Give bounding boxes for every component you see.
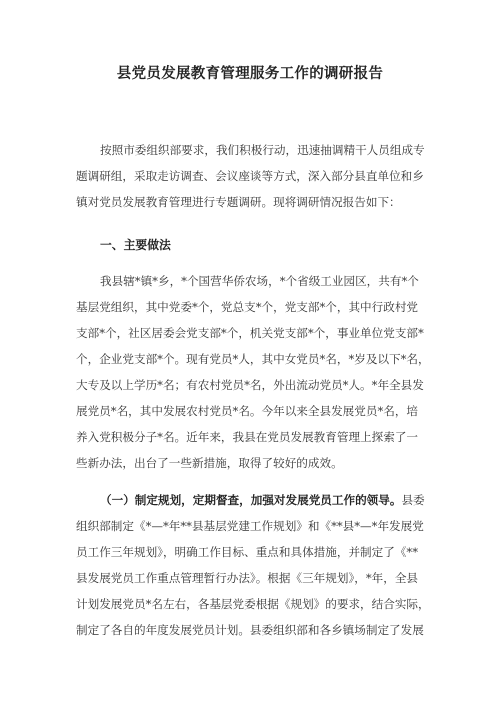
subsection1-lead-tail: 县委 <box>401 493 425 507</box>
section1-line: 支部*个，社区居委会党支部*个，机关党支部*个，事业单位党支部* <box>76 326 424 340</box>
section1-line: 养入党积极分子*名。近年来，我县在党员发展教育管理上探索了一 <box>76 430 419 444</box>
section1-line: 个，企业党支部*个。现有党员*人，其中女党员*名，*岁及以下*名， <box>76 352 430 366</box>
subsection1-line: 组织部制定《*—*年**县基层党建工作规划》和《**县*—*年发展党 <box>76 519 424 533</box>
subsection1-line: 制定了各自的年度发展党员计划。县委组织部和各乡镇场制定了发展 <box>76 623 424 637</box>
subsection1-line: 员工作三年规划》，明确工作目标、重点和具体措施，并制定了《** <box>76 545 419 559</box>
section1-line: 基层党组织，其中党委*个，党总支*个，党支部*个，其中行政村党 <box>76 300 419 314</box>
subsection1-lead: （一）制定规划，定期督查，加强对发展党员工作的领导。 <box>100 493 402 507</box>
section1-line: 展党员*名，其中发展农村党员*名。今年以来全县发展党员*名，培 <box>76 404 419 418</box>
document-title: 县党员发展教育管理服务工作的调研报告 <box>116 66 384 82</box>
subsection1-first-line <box>76 487 436 513</box>
intro-line: 题调研组，采取走访调查、会议座谈等方式，深入部分县直单位和乡 <box>76 169 424 183</box>
section-heading: 一、主要做法 <box>100 238 171 252</box>
intro-paragraph <box>76 137 436 215</box>
subsection1-line: 计划发展党员*名左右，各基层党委根据《规划》的要求，结合实际， <box>76 597 430 611</box>
section1-paragraph <box>76 268 436 476</box>
section1-line: 我县辖*镇*乡，*个国营华侨农场，*个省级工业园区，共有*个 <box>100 274 419 288</box>
intro-line: 镇对党员发展教育管理进行专题调研。现将调研情况报告如下： <box>76 195 401 209</box>
subsection1-line: 县发展党员工作重点管理暂行办法》。根据《三年规划》，*年，全县 <box>76 571 419 585</box>
section1-line: 大专及以上学历*名；有农村党员*名，外出流动党员*人。*年全县发 <box>76 378 424 392</box>
intro-line: 按照市委组织部要求，我们积极行动，迅速抽调精干人员组成专 <box>100 143 425 157</box>
subsection1-paragraph <box>76 487 436 643</box>
section1-line: 些新办法，出台了一些新措施，取得了较好的成效。 <box>76 456 343 470</box>
